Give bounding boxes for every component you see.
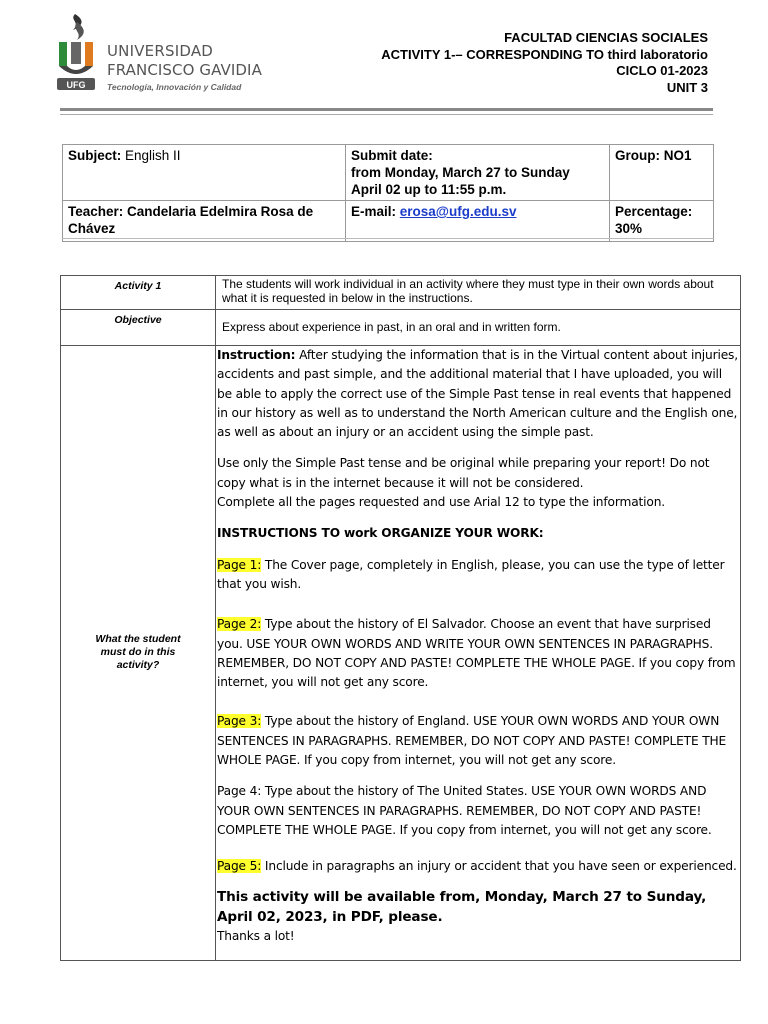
header-faculty: FACULTAD CIENCIAS SOCIALES bbox=[504, 30, 708, 45]
thanks-note: Thanks a lot! bbox=[217, 928, 295, 943]
activity-description: The students will work individual in an activity where they must type in their own words about what it is requested in below in the instructions. bbox=[216, 276, 741, 310]
submit-line2: April 02 up to 11:55 p.m. bbox=[351, 182, 507, 197]
availability-note: This activity will be available from, Monday, March 27 to Sunday, April 02, 2023, in PDF, please. bbox=[217, 888, 707, 925]
objective-text: Express about experience in past, in an oral and in written form. bbox=[216, 310, 741, 346]
logo-name-line1: UNIVERSIDAD bbox=[107, 42, 214, 60]
originality-paragraph bbox=[217, 454, 739, 512]
instructions-cell bbox=[216, 346, 741, 961]
info-divider bbox=[62, 238, 714, 239]
page5-label: Page 5: bbox=[217, 859, 262, 874]
activity-table bbox=[60, 275, 741, 961]
must-do-label: What the student must do in this activity? bbox=[61, 346, 216, 961]
originality-line1: Use only the Simple Past tense and be original while preparing your report! Do not copy what is in the internet because it will not be considered. bbox=[217, 456, 710, 490]
instruction-label: Instruction: bbox=[217, 348, 296, 362]
page3-instruction bbox=[217, 712, 739, 770]
page2-label: Page 2: bbox=[217, 617, 262, 632]
group-cell bbox=[610, 145, 714, 201]
logo-name-line2: FRANCISCO GAVIDIA bbox=[107, 61, 262, 79]
objective-label: Objective bbox=[61, 310, 216, 346]
organize-heading: INSTRUCTIONS TO work ORGANIZE YOUR WORK: bbox=[217, 526, 544, 541]
submit-line1: from Monday, March 27 to Sunday bbox=[351, 165, 570, 180]
instruction-text: After studying the information that is in the Virtual content about injuries, accidents and past simple, and the additional material that I have uploaded, you will be able to apply the correct use of the Simple Past tense in real events that happened in our history as well as to understand the North American culture and the English one, as well as about an injury or an accident using the simple past. bbox=[217, 348, 738, 440]
instruction-paragraph bbox=[217, 346, 739, 442]
originality-line2: Complete all the pages requested and use Arial 12 to type the information. bbox=[217, 495, 665, 510]
subject-cell bbox=[63, 145, 346, 201]
page3-text: Type about the history of England. USE YOUR OWN WORDS AND YOUR OWN SENTENCES IN PARAGRAPHS. REMEMBER, DO NOT COPY AND PASTE! COMPLETE THE WHOLE PAGE. If you copy from internet, you will not get any score. bbox=[217, 714, 727, 768]
university-logo bbox=[55, 12, 265, 92]
teacher-cell bbox=[63, 201, 346, 242]
email-label: E-mail: bbox=[351, 204, 400, 219]
course-info-table bbox=[62, 144, 714, 242]
email-cell bbox=[346, 201, 610, 242]
percentage-value: 30% bbox=[615, 221, 643, 236]
ufg-emblem-icon bbox=[55, 12, 97, 92]
page2-text: Type about the history of El Salvador. Choose an event that have surprised you. USE YOUR OWN WORDS AND WRITE YOUR OWN SENTENCES IN PARAGRAPHS. REMEMBER, DO NOT COPY AND PASTE! COMPLETE THE WHOLE PAGE. If you copy from internet, you will not get any score. bbox=[217, 617, 736, 690]
subject-value: English II bbox=[121, 148, 181, 163]
header-info bbox=[381, 30, 708, 96]
group-value: Group: NO1 bbox=[615, 148, 692, 163]
header-divider bbox=[60, 108, 713, 111]
header-cycle: CICLO 01-2023 bbox=[616, 63, 708, 78]
email-link[interactable]: erosa@ufg.edu.sv bbox=[399, 204, 517, 219]
page5-instruction bbox=[217, 857, 739, 876]
logo-tagline: Tecnología, Innovación y Calidad bbox=[107, 82, 242, 92]
page1-label: Page 1: bbox=[217, 557, 262, 572]
activity-label: Activity 1 bbox=[61, 276, 216, 310]
svg-text:UFG: UFG bbox=[66, 80, 86, 90]
header-unit: UNIT 3 bbox=[666, 79, 708, 95]
percentage-cell bbox=[610, 201, 714, 242]
page3-label: Page 3: bbox=[217, 714, 262, 729]
header-divider-thin bbox=[60, 114, 713, 115]
teacher-value: Teacher: Candelaria Edelmira Rosa de Chávez bbox=[68, 204, 314, 236]
subject-label: Subject: bbox=[68, 148, 122, 163]
page2-instruction bbox=[217, 615, 739, 692]
header-activity: ACTIVITY 1-– CORRESPONDING TO third laboratorio bbox=[381, 46, 708, 62]
page4-instruction: Page 4: Type about the history of The United States. USE YOUR OWN WORDS AND YOUR OWN SENTENCES IN PARAGRAPHS. REMEMBER, DO NOT COPY AND PASTE! COMPLETE THE WHOLE PAGE. If you copy from internet, you will not get any score. bbox=[217, 784, 712, 837]
submit-date-cell bbox=[346, 145, 610, 201]
submit-label: Submit date: bbox=[351, 148, 433, 163]
page5-text: Include in paragraphs an injury or accident that you have seen or experienced. bbox=[261, 859, 737, 874]
page1-text: The Cover page, completely in English, please, you can use the type of letter that you wish. bbox=[217, 557, 725, 591]
percentage-label: Percentage: bbox=[615, 204, 693, 219]
page1-instruction bbox=[217, 556, 739, 595]
